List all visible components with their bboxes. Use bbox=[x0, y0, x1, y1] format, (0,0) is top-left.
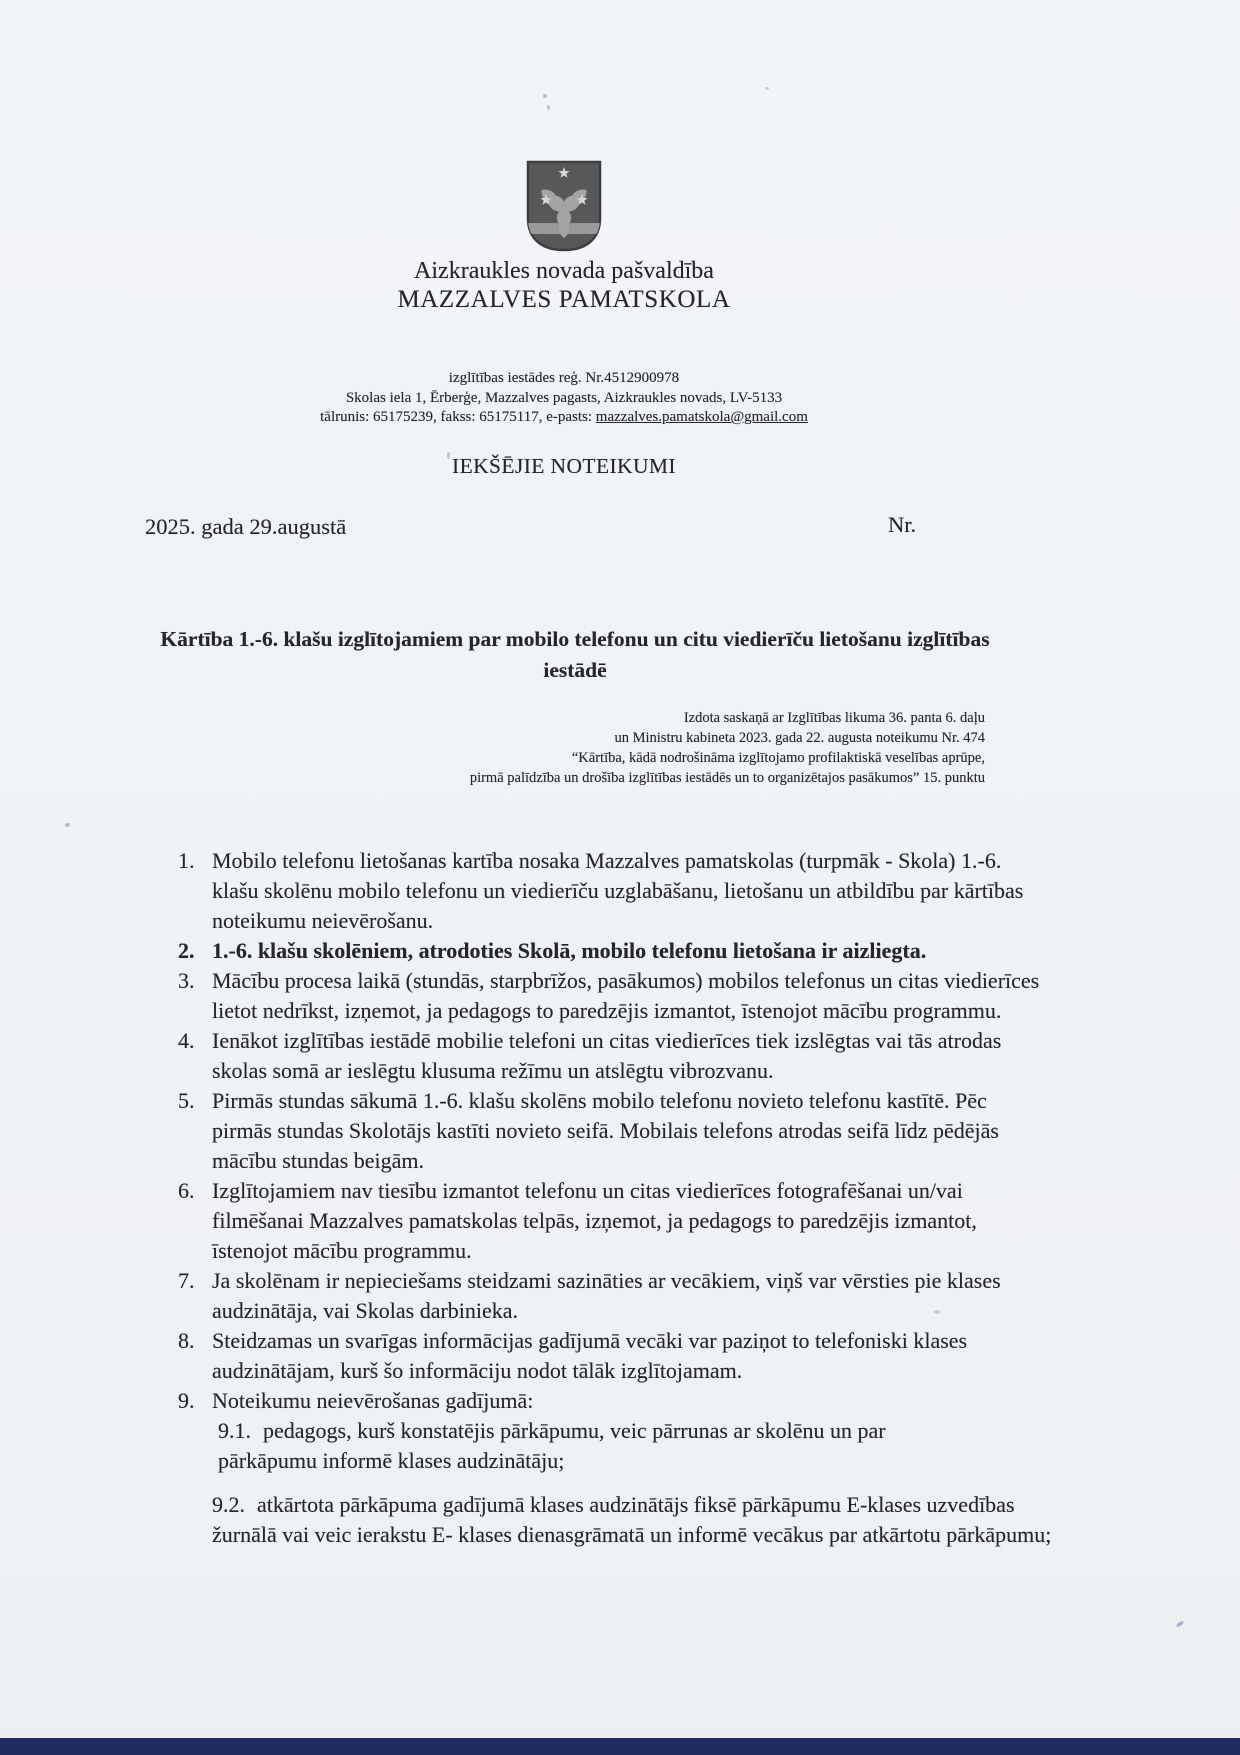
letterhead bbox=[64, 160, 1064, 428]
subrule-number: 9.2. bbox=[212, 1492, 245, 1517]
legal-basis-line: Izdota saskaņā ar Izglītības likuma 36. panta 6. daļu bbox=[683, 710, 985, 726]
scan-speck bbox=[65, 823, 70, 827]
subrule-text: pedagogs, kurš konstatējis pārkāpumu, veic pārrunas ar skolēnu un par pārkāpumu informē klases audzinātāju; bbox=[218, 1418, 886, 1473]
municipality-name: Aizkraukles novada pašvaldība bbox=[414, 258, 714, 284]
document-date: 2025. gada 29.augustā bbox=[145, 514, 347, 539]
rule-item bbox=[178, 1176, 1054, 1266]
rule-text: Pirmās stundas sākumā 1.-6. klašu skolēns mobilo telefonu novieto telefonu kastītē. Pēc pirmās stundas Skolotājs kastīti novieto seifā. Mobilais telefons atrodas seifā līdz pēdējās mācību stundas beigām. bbox=[212, 1088, 999, 1173]
rule-item bbox=[178, 1086, 1054, 1176]
rule-number: 2. bbox=[178, 938, 195, 963]
scan-speck bbox=[934, 1310, 940, 1314]
rule-text: Noteikumu neievērošanas gadījumā: bbox=[212, 1388, 534, 1413]
rule-text: Ja skolēnam ir nepieciešams steidzami sazināties ar vecākiem, viņš var vērsties pie klases audzinātāja, vai Skolas darbinieka. bbox=[212, 1268, 1001, 1323]
subrule-number: 9.1. bbox=[218, 1418, 251, 1443]
rule-item bbox=[178, 1266, 1054, 1326]
school-name: MAZZALVES PAMATSKOLA bbox=[397, 286, 731, 313]
scan-speck bbox=[543, 94, 547, 98]
document-title: Kārtība 1.-6. klašu izglītojamiem par mobilo telefonu un citu viedierīču lietošanu izglītības iestādē bbox=[160, 627, 990, 682]
rule-number: 4. bbox=[178, 1028, 195, 1053]
rule-number: 3. bbox=[178, 968, 195, 993]
rule-item bbox=[178, 1386, 1054, 1416]
rule-text: Ienākot izglītības iestādē mobilie telefoni un citas viedierīces tiek izslēgtas vai tās atrodas skolas somā ar ieslēgtu klusuma režīmu un atslēgtu vibrozvanu. bbox=[212, 1028, 1002, 1083]
subrule-item bbox=[212, 1416, 982, 1476]
scan-speck bbox=[447, 452, 450, 459]
document-number-label: Nr. bbox=[888, 512, 917, 537]
rule-number: 1. bbox=[178, 848, 195, 873]
legal-basis-line: pirmā palīdzība un drošība izglītības iestādēs un to organizētajos pasākumos” 15. punktu bbox=[469, 770, 985, 786]
scan-bottom-edge bbox=[0, 1738, 1240, 1755]
contacts-prefix: tālrunis: 65175239, fakss: 65175117, e-pasts: bbox=[320, 409, 596, 425]
email-link[interactable]: mazzalves.pamatskola@gmail.com bbox=[595, 409, 808, 425]
rule-text: Mobilo telefonu lietošanas kartība nosaka Mazzalves pamatskolas (turpmāk - Skola) 1.-6. klašu skolēnu mobilo telefonu un viedierīču uzglabāšanu, lietošanu un atbildību par kārtības noteikumu neievērošanu. bbox=[212, 848, 1024, 933]
legal-basis-line: “Kārtība, kādā nodrošināma izglītojamo profilaktiskā veselības aprūpe, bbox=[571, 750, 985, 766]
rule-item bbox=[178, 1326, 1054, 1386]
legal-basis-line: un Ministru kabineta 2023. gada 22. augusta noteikumu Nr. 474 bbox=[614, 730, 985, 746]
registration-line: izglītības iestādes reģ. Nr.4512900978 bbox=[448, 370, 680, 386]
scan-speck bbox=[765, 87, 769, 90]
rule-text: Mācību procesa laikā (stundās, starpbrīžos, pasākumos) mobilos telefonus un citas viedierīces lietot nedrīkst, izņemot, ja pedagogs to paredzējis izmantot, īstenojot mācību programmu. bbox=[212, 968, 1040, 1023]
rule-text: Izglītojamiem nav tiesību izmantot telefonu un citas viedierīces fotografēšanai un/vai filmēšanai Mazzalves pamatskolas telpās, izņemot, ja pedagogs to paredzējis izmantot, īstenojot mācību programmu. bbox=[212, 1178, 977, 1263]
document-kind-heading: IEKŠĒJIE NOTEIKUMI bbox=[452, 454, 676, 478]
rules-list bbox=[178, 846, 1054, 1550]
rule-item bbox=[178, 846, 1054, 936]
rule-number: 6. bbox=[178, 1178, 195, 1203]
address-line: Skolas iela 1, Ērberģe, Mazzalves pagasts, Aizkraukles novads, LV-5133 bbox=[345, 389, 783, 406]
rule-number: 9. bbox=[178, 1388, 195, 1413]
rule-item bbox=[178, 936, 1054, 966]
rule-text: Steidzamas un svarīgas informācijas gadījumā vecāki var paziņot to telefoniski klases audzinātājam, kurš šo informāciju nodot tālāk izglītojamam. bbox=[212, 1328, 968, 1383]
rule-item bbox=[178, 966, 1054, 1026]
scan-speck bbox=[1176, 1620, 1185, 1627]
letterhead-details bbox=[64, 369, 1064, 428]
rule-text: 1.-6. klašu skolēniem, atrodoties Skolā, mobilo telefonu lietošana ir aizliegta. bbox=[212, 938, 927, 963]
rule-number: 5. bbox=[178, 1088, 195, 1113]
rule-item bbox=[178, 1026, 1054, 1086]
coat-of-arms-icon bbox=[526, 160, 602, 252]
legal-basis-block bbox=[395, 708, 985, 788]
scan-speck bbox=[547, 105, 550, 110]
contacts-line bbox=[64, 408, 1064, 428]
subrule-text: atkārtota pārkāpuma gadījumā klases audzinātājs fiksē pārkāpumu E-klases uzvedības žurnālā vai veic ierakstu E- klases dienasgrāmatā un informē vecākus par atkārtotu pārkāpumu; bbox=[212, 1492, 1052, 1547]
rule-number: 7. bbox=[178, 1268, 195, 1293]
subrule-item bbox=[212, 1490, 1052, 1550]
rule-number: 8. bbox=[178, 1328, 195, 1353]
